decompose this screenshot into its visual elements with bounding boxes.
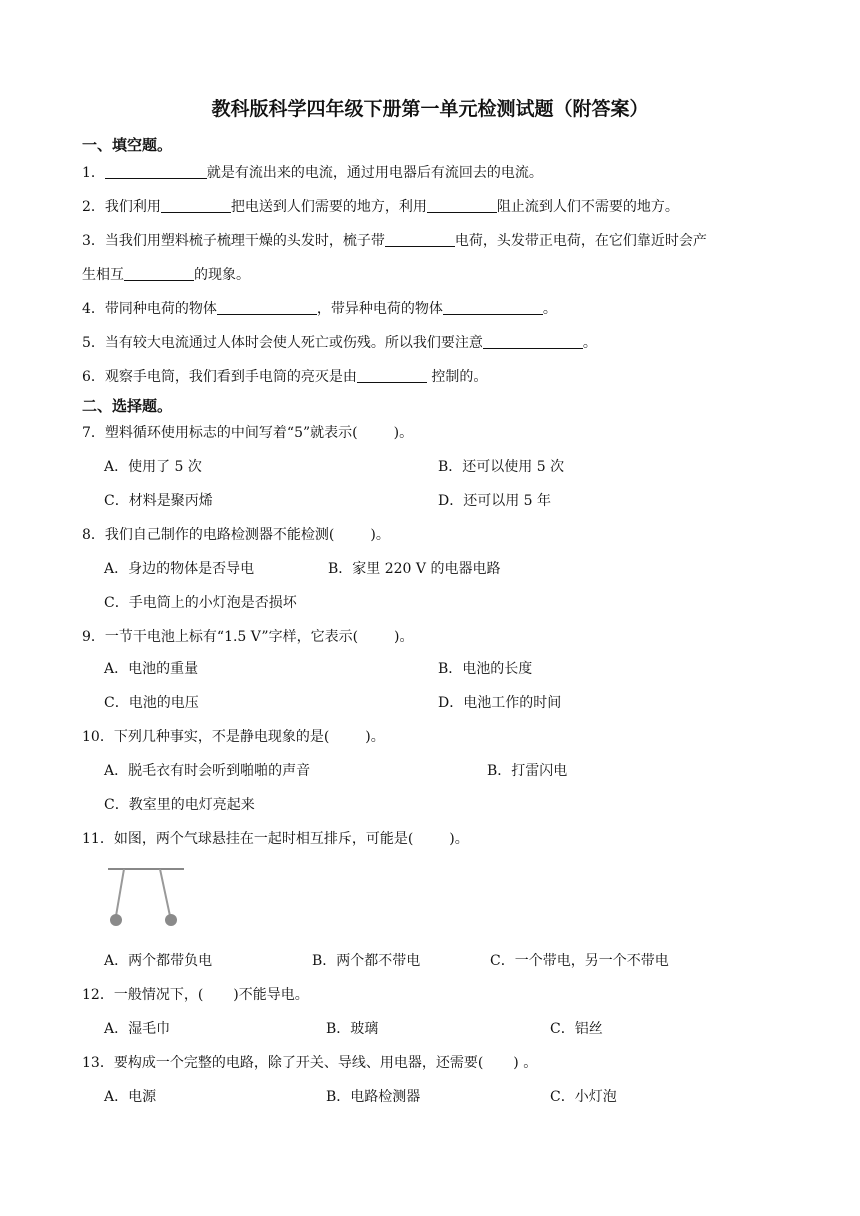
question-number: 2． <box>82 199 105 215</box>
option-a[interactable]: A．电源 <box>104 1089 157 1105</box>
question-2 <box>82 196 679 216</box>
question-text: 如图，两个气球悬挂在一起时相互排斥，可能是( <box>113 831 414 847</box>
answer-blank[interactable] <box>161 198 231 213</box>
section-heading-choice: 二、选择题。 <box>82 397 173 415</box>
question-text: )。 <box>393 425 414 441</box>
question-text: 阻止流到人们不需要的地方。 <box>496 199 679 215</box>
question-text: 我们自己制作的电路检测器不能检测( <box>104 527 335 543</box>
question-9 <box>82 626 414 646</box>
question-text: 控制的。 <box>426 369 488 385</box>
question-text: 。 <box>582 335 597 351</box>
question-12 <box>82 984 309 1004</box>
option-d[interactable]: D．还可以用 5 年 <box>438 493 552 509</box>
question-3-continued <box>82 264 250 284</box>
option-a[interactable]: A．使用了 5 次 <box>104 459 202 475</box>
question-text: 下列几种事实，不是静电现象的是( <box>113 729 330 745</box>
option-a[interactable]: A．脱毛衣有时会听到啪啪的声音 <box>104 763 311 779</box>
question-text: 观察手电筒，我们看到手电筒的亮灭是由 <box>104 369 357 385</box>
question-number: 8． <box>82 527 105 543</box>
question-1 <box>82 162 543 182</box>
option-c[interactable]: C．手电筒上的小灯泡是否损坏 <box>104 595 297 611</box>
option-b[interactable]: B．电路检测器 <box>326 1089 421 1105</box>
answer-blank[interactable] <box>385 232 455 247</box>
answer-blank[interactable] <box>217 300 317 315</box>
question-text: 塑料循环使用标志的中间写着“5”就表示( <box>104 425 358 441</box>
question-text: 要构成一个完整的电路，除了开关、导线、用电器，还需要( <box>113 1055 484 1071</box>
question-text: )。 <box>365 729 385 745</box>
answer-blank[interactable] <box>427 198 497 213</box>
option-c[interactable]: C．教室里的电灯亮起来 <box>104 797 255 813</box>
question-10 <box>82 726 385 746</box>
answer-blank[interactable] <box>483 334 583 349</box>
balloons-repel-figure <box>104 864 188 930</box>
option-d[interactable]: D．电池工作的时间 <box>438 695 562 711</box>
question-text: ) 。 <box>513 1055 538 1071</box>
option-b[interactable]: B．家里 220 V 的电器电路 <box>328 561 501 577</box>
question-13 <box>82 1052 537 1072</box>
question-number: 11． <box>82 831 114 847</box>
answer-blank[interactable] <box>105 164 207 179</box>
answer-blank[interactable] <box>443 300 543 315</box>
question-text: )。 <box>394 629 414 645</box>
option-c[interactable]: C．材料是聚丙烯 <box>104 493 213 509</box>
question-number: 10． <box>82 729 114 745</box>
question-text: 的现象。 <box>194 267 250 283</box>
question-text: 生相互 <box>82 267 124 283</box>
question-number: 4． <box>82 301 105 317</box>
question-number: 6． <box>82 369 105 385</box>
option-c[interactable]: C．铝丝 <box>550 1021 603 1037</box>
option-a[interactable]: A．两个都带负电 <box>104 953 213 969</box>
question-number: 13． <box>82 1055 114 1071</box>
question-number: 7． <box>82 425 105 441</box>
thread-right <box>160 869 170 916</box>
balloon-right <box>165 914 177 926</box>
question-text: )。 <box>449 831 469 847</box>
question-text: 一般情况下，( <box>113 987 204 1003</box>
question-3 <box>82 230 707 250</box>
question-number: 5． <box>82 335 105 351</box>
question-11 <box>82 828 469 848</box>
question-text: )。 <box>370 527 390 543</box>
question-text: 带同种电荷的物体 <box>104 301 217 317</box>
page-title: 教科版科学四年级下册第一单元检测试题（附答案） <box>211 98 649 120</box>
option-b[interactable]: B．还可以使用 5 次 <box>438 459 565 475</box>
option-b[interactable]: B．电池的长度 <box>438 661 533 677</box>
answer-blank[interactable] <box>357 368 427 383</box>
option-a[interactable]: A．身边的物体是否导电 <box>104 561 255 577</box>
question-4 <box>82 298 557 318</box>
question-number: 3． <box>82 233 105 249</box>
question-5 <box>82 332 597 352</box>
balloon-left <box>110 914 122 926</box>
question-text: 一节干电池上标有“1.5 V”字样，它表示( <box>104 629 359 645</box>
question-8 <box>82 524 390 544</box>
question-text: 当我们用塑料梳子梳理干燥的头发时，梳子带 <box>104 233 385 249</box>
option-a[interactable]: A．电池的重量 <box>104 661 199 677</box>
question-text: 电荷，头发带正电荷，在它们靠近时会产 <box>454 233 707 249</box>
answer-blank[interactable] <box>124 266 194 281</box>
question-text: 就是有流出来的电流，通过用电器后有流回去的电流。 <box>206 165 543 181</box>
option-b[interactable]: B．玻璃 <box>326 1021 379 1037</box>
section-heading-fill: 一、填空题。 <box>82 136 173 154</box>
question-number: 1． <box>82 165 105 181</box>
option-c[interactable]: C．小灯泡 <box>550 1089 617 1105</box>
question-text: 。 <box>542 301 557 317</box>
question-text: ，带异种电荷的物体 <box>316 301 443 317</box>
question-number: 12． <box>82 987 114 1003</box>
question-6 <box>82 366 487 386</box>
option-c[interactable]: C．电池的电压 <box>104 695 199 711</box>
question-text: )不能导电。 <box>233 987 309 1003</box>
question-text: 把电送到人们需要的地方，利用 <box>230 199 427 215</box>
option-b[interactable]: B．两个都不带电 <box>312 953 421 969</box>
question-7 <box>82 422 413 442</box>
question-text: 我们利用 <box>104 199 161 215</box>
question-text: 当有较大电流通过人体时会使人死亡或伤残。所以我们要注意 <box>104 335 483 351</box>
question-number: 9． <box>82 629 105 645</box>
thread-left <box>116 869 124 916</box>
option-b[interactable]: B．打雷闪电 <box>487 763 568 779</box>
option-c[interactable]: C．一个带电，另一个不带电 <box>490 953 669 969</box>
option-a[interactable]: A．湿毛巾 <box>104 1021 171 1037</box>
